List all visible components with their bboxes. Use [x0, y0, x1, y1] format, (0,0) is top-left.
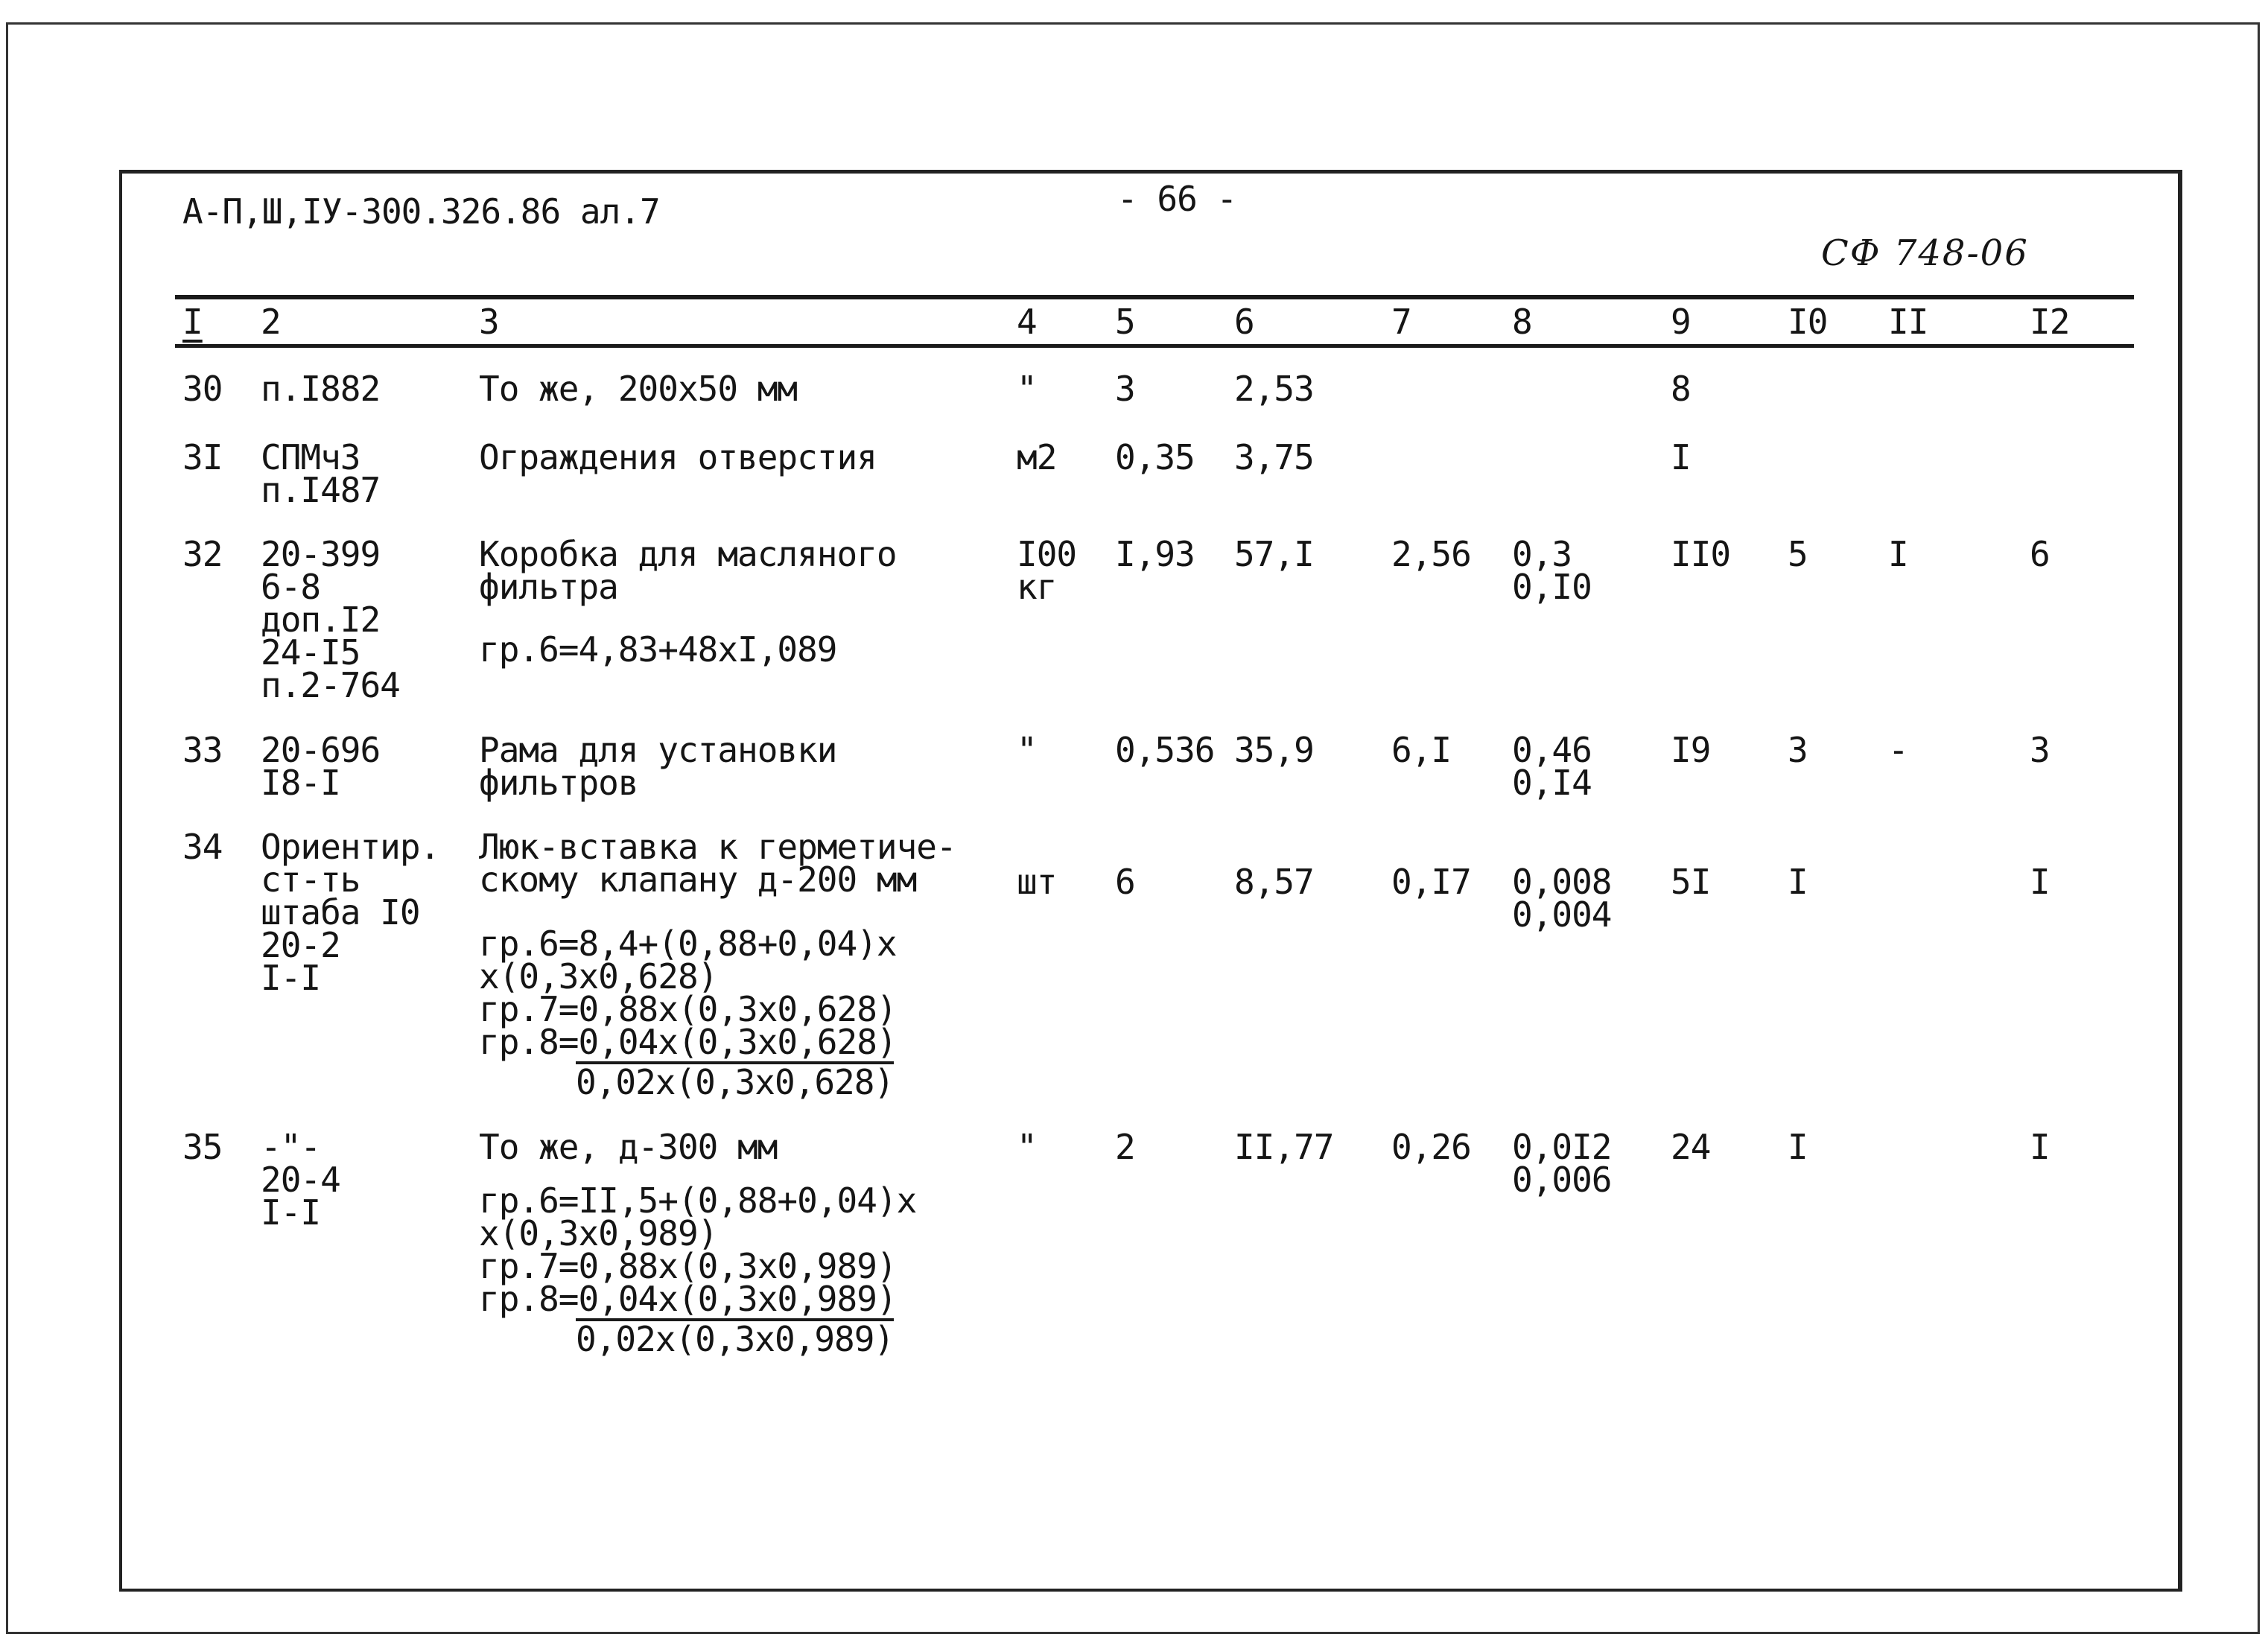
cell-col-7: 2,56 — [1391, 534, 1471, 574]
cell-col-4: м2 — [1017, 437, 1057, 477]
cell-col-7: 6,I — [1391, 730, 1452, 770]
cell-col-6: 3,75 — [1234, 437, 1314, 477]
document-code: А-П,Ш,IУ-300.326.86 ал.7 — [182, 191, 660, 232]
cell-col-2: п.I882 — [261, 369, 381, 409]
cell-col-4: " — [1017, 369, 1037, 409]
cell-col-5: 0,35 — [1115, 437, 1195, 477]
column-header-12: I2 — [2030, 302, 2070, 342]
cell-col-7: 0,I7 — [1391, 862, 1471, 902]
formula-line: х(0,3х0,628) — [479, 956, 718, 997]
cell-col-6: 2,53 — [1234, 369, 1314, 409]
formula-line: гр.8=0,04х(0,3х0,628) — [479, 1022, 897, 1062]
header-top-rule — [175, 295, 2134, 299]
cell-col-3: То же, 200х50 мм — [479, 369, 798, 409]
cell-col-3: Рама для установки фильтров — [479, 730, 837, 803]
formula-line: гр.7=0,88х(0,3х0,989) — [479, 1246, 897, 1286]
cell-col-10: 5 — [1788, 534, 1808, 574]
cell-col-12: 3 — [2030, 730, 2050, 770]
cell-col-8: 0,0I2 0,006 — [1512, 1127, 1612, 1200]
formula-line: гр.6=4,83+48хI,089 — [479, 629, 837, 670]
cell-col-1: 3I — [182, 437, 223, 477]
formula-line: гр.8=0,04х(0,3х0,989) — [479, 1279, 897, 1319]
formula-line: гр.6=II,5+(0,88+0,04)х — [479, 1180, 917, 1221]
cell-col-5: 2 — [1115, 1127, 1135, 1167]
cell-col-1: 35 — [182, 1127, 223, 1167]
cell-col-8: 0,3 0,I0 — [1512, 534, 1592, 607]
cell-col-5: 3 — [1115, 369, 1135, 409]
cell-col-6: 8,57 — [1234, 862, 1314, 902]
cell-col-9: 8 — [1671, 369, 1691, 409]
column-header-3: 3 — [479, 302, 499, 342]
column-header-6: 6 — [1234, 302, 1254, 342]
cell-col-11: - — [1888, 730, 1908, 770]
column-header-8: 8 — [1512, 302, 1532, 342]
cell-col-5: 0,536 — [1115, 730, 1215, 770]
column-header-7: 7 — [1391, 302, 1411, 342]
cell-col-1: 33 — [182, 730, 223, 770]
cell-col-10: I — [1788, 1127, 1808, 1167]
cell-col-10: I — [1788, 862, 1808, 902]
cell-col-4: " — [1017, 1127, 1037, 1167]
column-header-10: I0 — [1788, 302, 1828, 342]
cell-col-3: Люк-вставка к герметиче- скому клапану д-200 мм — [479, 827, 956, 900]
column-header-2: 2 — [261, 302, 281, 342]
column-header-9: 9 — [1671, 302, 1691, 342]
cell-col-1: 32 — [182, 534, 223, 574]
cell-col-3: Коробка для масляного фильтра — [479, 534, 897, 607]
cell-col-12: 6 — [2030, 534, 2050, 574]
page-number: - 66 - — [1117, 179, 1237, 219]
cell-col-3: Ограждения отверстия — [479, 437, 877, 477]
cell-col-5: 6 — [1115, 862, 1135, 902]
cell-col-8: 0,46 0,I4 — [1512, 730, 1592, 803]
cell-col-9: II0 — [1671, 534, 1731, 574]
cell-col-2: 20-399 6-8 доп.I2 24-I5 п.2-764 — [261, 534, 400, 705]
cell-col-2: 20-696 I8-I — [261, 730, 381, 803]
cell-col-6: 57,I — [1234, 534, 1314, 574]
cell-col-8: 0,008 0,004 — [1512, 862, 1612, 935]
cell-col-2: Ориентир. ст-ть штаба I0 20-2 I-I — [261, 827, 440, 998]
formula-line: 0,02х(0,3х0,628) — [576, 1062, 895, 1102]
cell-col-1: 30 — [182, 369, 223, 409]
cell-col-2: -"- 20-4 I-I — [261, 1127, 340, 1233]
column-header-5: 5 — [1115, 302, 1135, 342]
formula-line: гр.7=0,88х(0,3х0,628) — [479, 989, 897, 1029]
cell-col-11: I — [1888, 534, 1908, 574]
cell-col-9: I — [1671, 437, 1691, 477]
cell-col-2: СПМч3 п.I487 — [261, 437, 381, 510]
formula-line: 0,02х(0,3х0,989) — [576, 1319, 895, 1359]
cell-col-6: II,77 — [1234, 1127, 1334, 1167]
header-bottom-rule — [175, 344, 2134, 348]
cell-col-12: I — [2030, 862, 2050, 902]
formula-line: х(0,3х0,989) — [479, 1213, 718, 1253]
cell-col-7: 0,26 — [1391, 1127, 1471, 1167]
cell-col-9: 5I — [1671, 862, 1711, 902]
cell-col-5: I,93 — [1115, 534, 1195, 574]
cell-col-12: I — [2030, 1127, 2050, 1167]
stamp-number: СФ 748-06 — [1821, 232, 2029, 274]
cell-col-4: " — [1017, 730, 1037, 770]
cell-col-4: шт — [1017, 862, 1057, 902]
cell-col-4: I00 кг — [1017, 534, 1077, 607]
cell-col-3: То же, д-300 мм — [479, 1127, 778, 1167]
cell-col-1: 34 — [182, 827, 223, 867]
cell-col-6: 35,9 — [1234, 730, 1314, 770]
cell-col-9: I9 — [1671, 730, 1711, 770]
column-header-1: I — [182, 302, 203, 342]
column-header-11: II — [1888, 302, 1928, 342]
cell-col-9: 24 — [1671, 1127, 1711, 1167]
column-header-4: 4 — [1017, 302, 1037, 342]
cell-col-10: 3 — [1788, 730, 1808, 770]
formula-line: гр.6=8,4+(0,88+0,04)х — [479, 924, 897, 964]
